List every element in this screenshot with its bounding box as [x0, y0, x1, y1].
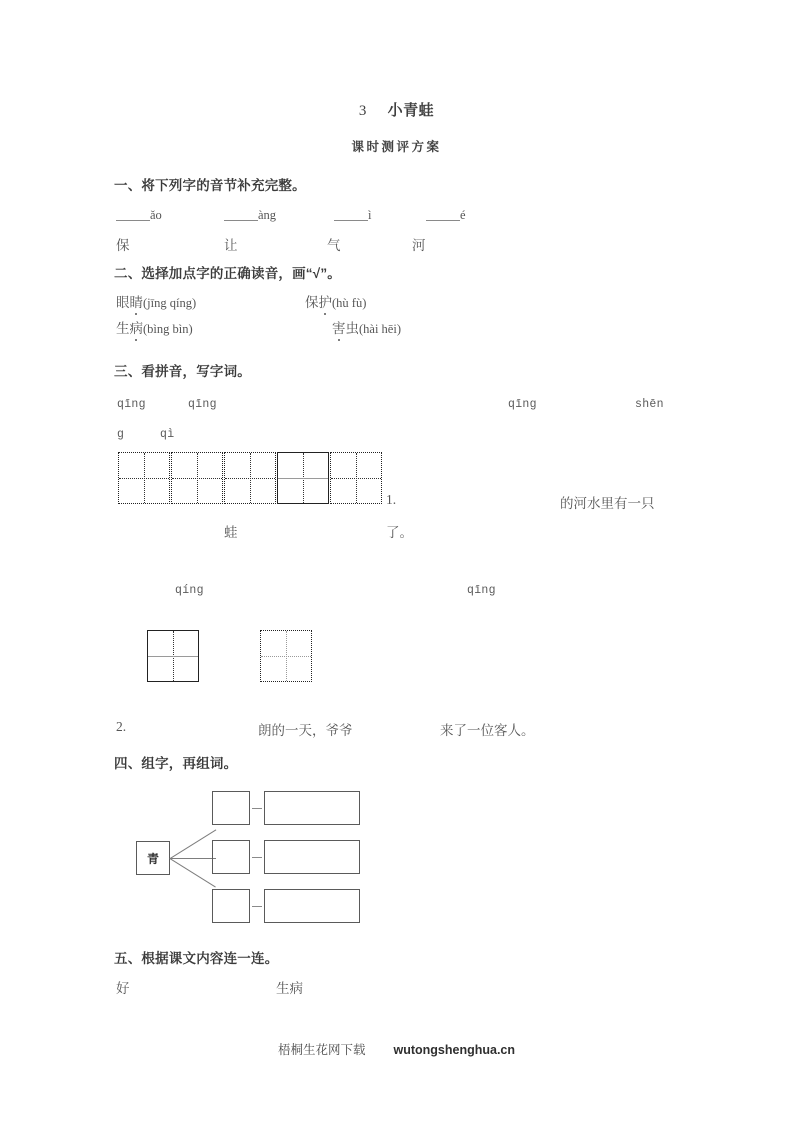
section-3-sentence-2-number: 2. [116, 719, 127, 734]
section-1-pinyin-2: àng [258, 208, 277, 222]
answer-blank[interactable] [334, 208, 368, 221]
page-title [0, 99, 793, 120]
section-4-heading: 四、组字，再组词。 [114, 756, 238, 771]
section-2-options-1[interactable]: (jīng qíng) [143, 296, 197, 310]
section-1-blank-1 [116, 208, 162, 223]
dash-separator-3 [252, 906, 262, 907]
section-1-pinyin-3: ì [368, 208, 372, 222]
section-2-item-1 [116, 291, 196, 311]
section-3-sentence-2-text-b: 来了一位客人。 [440, 723, 535, 738]
section-2-item-2 [305, 291, 366, 311]
writing-grid-cell[interactable] [277, 452, 329, 504]
section-5-left-item[interactable]: 好 [116, 981, 130, 996]
writing-grid-cell[interactable] [171, 452, 223, 504]
footer-site-name: 梧桐生花网下载 [277, 1043, 366, 1057]
section-3-sentence-2-text-a: 朗的一天，爷爷 [258, 723, 353, 738]
dash-separator-2 [252, 857, 262, 858]
section-3-pinyin-2: qīng [188, 398, 217, 411]
answer-box-char-1[interactable] [212, 791, 250, 825]
section-2-heading: 二、选择加点字的正确读音，画“√”。 [114, 266, 342, 281]
section-3-pinyin-4: shēn [635, 398, 664, 411]
source-character-box: 青 [136, 841, 170, 875]
section-2-word-3-pre: 生 [116, 321, 130, 336]
writing-grid-cell[interactable] [330, 452, 382, 504]
section-2-word-3-dotted: 病 [130, 317, 144, 337]
section-3-heading: 三、看拼音，写字词。 [114, 364, 251, 379]
section-3-pinyin-1: qīng [117, 398, 146, 411]
writing-grid-cell[interactable] [224, 452, 276, 504]
answer-blank[interactable] [116, 208, 150, 221]
section-1-pinyin-4: é [460, 208, 466, 222]
section-2-word-1-dotted: 睛 [130, 291, 144, 311]
footer-site-url: wutongshenghua.cn [393, 1043, 516, 1057]
answer-box-word-2[interactable] [264, 840, 360, 874]
section-1-char-3: 气 [327, 238, 341, 253]
connector-line-2 [170, 858, 216, 859]
section-3-sentence-1-char: 蛙 [224, 525, 238, 540]
section-2-options-3[interactable]: (bìng bìn) [143, 322, 193, 336]
section-1-blank-3 [334, 208, 371, 223]
answer-blank[interactable] [426, 208, 460, 221]
page-subtitle: 课时测评方案 [351, 140, 442, 154]
section-1-heading: 一、将下列字的音节补充完整。 [114, 178, 306, 193]
section-1-char-4: 河 [412, 238, 426, 253]
connector-line-3 [169, 858, 215, 887]
section-1-char-2: 让 [224, 238, 238, 253]
lesson-number: 3 [358, 103, 367, 119]
section-2-item-4 [332, 317, 401, 337]
section-1-pinyin-1: ǎo [150, 208, 162, 222]
section-2-word-2-dotted: 护 [319, 291, 333, 311]
section-2-word-2-pre: 保 [305, 295, 319, 310]
section-3-pinyin-5: g [117, 428, 125, 441]
section-2-item-3 [116, 317, 193, 337]
section-3-sentence-1-number: 1. [386, 492, 397, 507]
section-1-blank-2 [224, 208, 276, 223]
section-3-pinyin-6: qì [160, 428, 175, 441]
section-3-pinyin-8: qīng [467, 584, 496, 597]
answer-box-char-3[interactable] [212, 889, 250, 923]
section-2-options-2[interactable]: (hù fù) [332, 296, 367, 310]
section-5-heading: 五、根据课文内容连一连。 [114, 951, 279, 966]
writing-grid-cell[interactable] [260, 630, 312, 682]
section-2-word-4-dotted: 害 [332, 317, 346, 337]
answer-box-char-2[interactable] [212, 840, 250, 874]
answer-blank[interactable] [224, 208, 258, 221]
lesson-name: 小青蛙 [387, 102, 435, 119]
section-1-char-1: 保 [116, 238, 130, 253]
answer-box-word-3[interactable] [264, 889, 360, 923]
section-3-sentence-1-text: 的河水里有一只 [560, 496, 655, 511]
section-3-sentence-1-tail: 了。 [386, 525, 413, 540]
section-5-right-item[interactable]: 生病 [276, 981, 303, 996]
writing-grid-cell[interactable] [118, 452, 170, 504]
section-2-options-4[interactable]: (hài hēi) [359, 322, 401, 336]
footer-watermark [0, 1040, 793, 1059]
section-3-pinyin-7: qíng [175, 584, 204, 597]
section-2-word-4-post: 虫 [345, 321, 359, 336]
section-2-word-1-pre: 眼 [116, 295, 130, 310]
connector-line-1 [170, 829, 216, 858]
dash-separator-1 [252, 808, 262, 809]
section-3-pinyin-3: qīng [508, 398, 537, 411]
answer-box-word-1[interactable] [264, 791, 360, 825]
section-1-blank-4 [426, 208, 466, 223]
writing-grid-cell[interactable] [147, 630, 199, 682]
